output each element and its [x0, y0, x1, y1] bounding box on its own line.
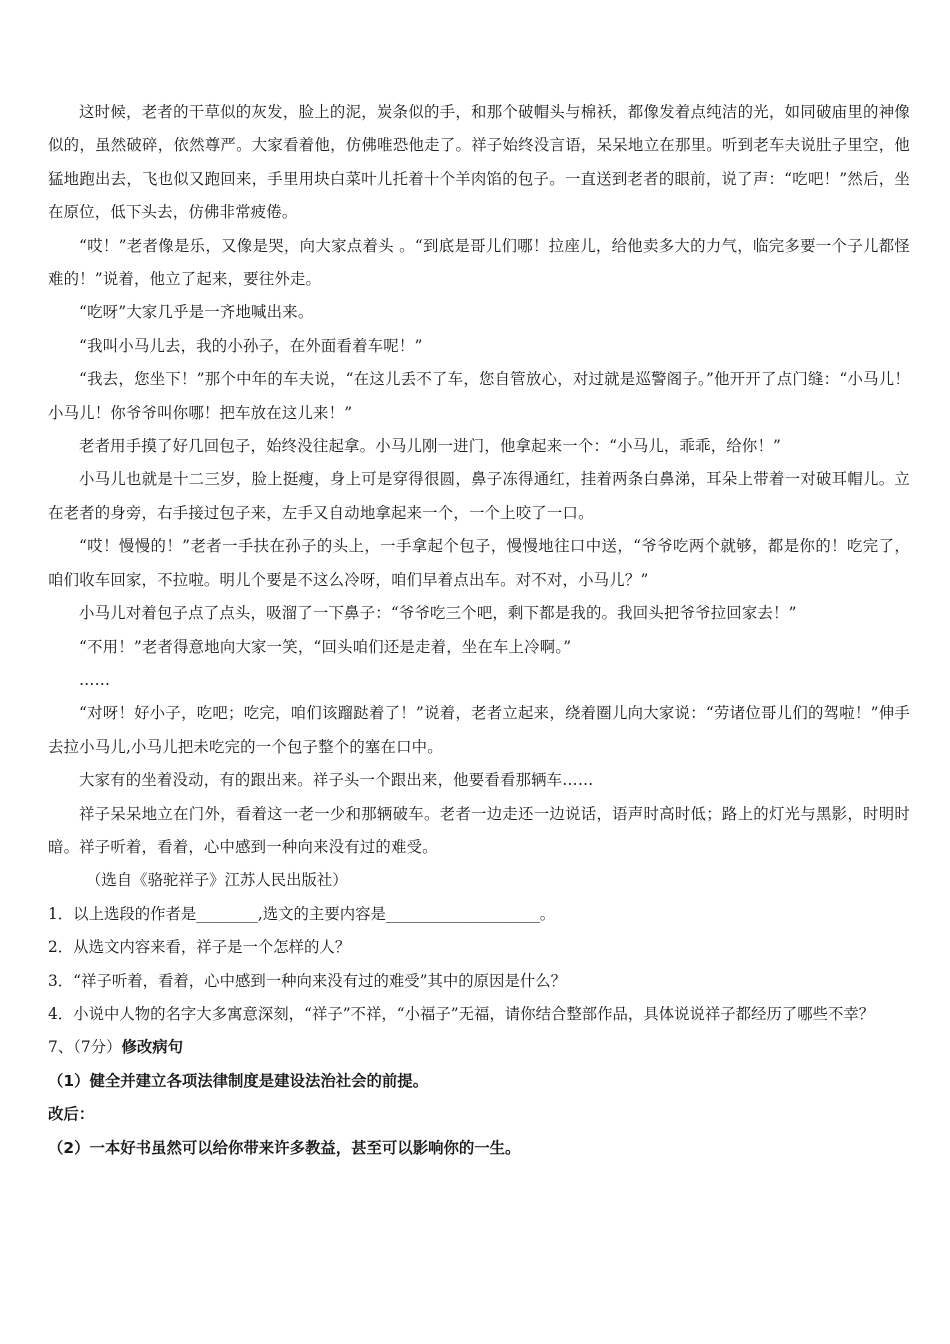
question-4: 4．小说中人物的名字大多寓意深刻，“祥子”不祥，“小福子”无福，请你结合整部作品，具体说说祥子都经历了哪些不幸？ [48, 1004, 875, 1023]
section-7-item-1: （1）健全并建立各项法律制度是建设法治社会的前提。 [48, 1071, 429, 1090]
question-2: 2．从选文内容来看，祥子是一个怎样的人？ [48, 938, 351, 957]
passage-paragraph-8: “哎！慢慢的！”老者一手扶在孙子的头上，一手拿起个包子，慢慢地往口中送，“爷爷吃两个就够，都是你的！吃完了，咱们收车回家，不拉啦。明儿个要是不这么冷呀，咱们早着点出车。对不对，小马儿？” [48, 537, 910, 589]
passage-paragraph-5: “我去，您坐下！”那个中年的车夫说，“在这儿丢不了车，您自管放心，对过就是巡警阁子。”他开开了点门缝：“小马儿！小马儿！你爷爷叫你哪！把车放在这儿来！” [48, 370, 910, 422]
passage-paragraph-9: 小马儿对着包子点了点头，吸溜了一下鼻子：“爷爷吃三个吧，剩下都是我的。我回头把爷爷拉回家去！” [79, 604, 797, 623]
passage-paragraph-13: 祥子呆呆地立在门外，看着这一老一少和那辆破车。老者一边走还一边说话，语声时高时低；路上的灯光与黑影，时明时暗。祥子听着，看着，心中感到一种向来没有过的难受。 [48, 804, 910, 856]
passage-paragraph-12: 大家有的坐着没动，有的跟出来。祥子头一个跟出来，他要看看那辆车…… [79, 771, 594, 790]
passage-paragraph-11: “对呀！好小子，吃吧；吃完，咱们该蹓跶着了！”说着，老者立起来，绕着圈儿向大家说：“劳诸位哥儿们的驾啦！”伸手去拉小马儿,小马儿把未吃完的一个包子整个的塞在口中。 [48, 704, 910, 756]
passage-paragraph-10: “不用！”老者得意地向大家一笑，“回头咱们还是走着，坐在车上冷啊。” [79, 637, 572, 656]
section-7-title: 修改病句 [121, 1038, 184, 1057]
passage-paragraph-1: 这时候，老者的干草似的灰发，脸上的泥，炭条似的手，和那个破帽头与棉袄，都像发着点纯洁的光，如同破庙里的神像似的，虽然破碎，依然尊严。大家看着他，仿佛唯恐他走了。祥子始终没言语，呆呆地立在那里。听到老车夫说肚子里空，他猛地跑出去，飞也似又跑回来，手里用块白菜叶儿托着十个羊肉馅的包子。一直送到老者的眼前，说了声：“吃吧！”然后，坐在原位，低下头去，仿佛非常疲倦。 [48, 103, 910, 222]
document-content [48, 96, 910, 1165]
passage-paragraph-3: “吃呀”大家几乎是一齐地喊出来。 [79, 303, 314, 322]
section-7-after-label: 改后： [48, 1105, 95, 1124]
section-7-number: 7、（7分） [48, 1038, 122, 1057]
passage-paragraph-2: “哎！”老者像是乐，又像是哭，向大家点着头 。“到底是哥儿们哪！拉座儿，给他卖多大的力气，临完多要一个子儿都怪难的！”说着，他立了起来，要往外走。 [48, 236, 910, 289]
passage-paragraph-4: “我叫小马儿去，我的小孙子，在外面看着车呢！” [79, 336, 423, 355]
section-7-heading [48, 1031, 910, 1064]
passage-paragraph-7: 小马儿也就是十二三岁，脸上挺瘦，身上可是穿得很圆，鼻子冻得通红，挂着两条白鼻涕，耳朵上带着一对破耳帽儿。立在老者的身旁，右手接过包子来，左手又自动地拿起来一个，一个上咬了一口。 [48, 470, 910, 522]
question-1: 1．以上选段的作者是________,选文的主要内容是____________________。 [48, 904, 556, 923]
passage-ellipsis: …… [79, 670, 111, 689]
passage-source: （选自《骆驼祥子》江苏人民出版社） [86, 871, 348, 890]
section-7-item-2: （2）一本好书虽然可以给你带来许多教益，甚至可以影响你的一生。 [48, 1138, 521, 1157]
passage-paragraph-6: 老者用手摸了好几回包子，始终没往起拿。小马儿刚一进门，他拿起来一个：“小马儿，乖乖，给你！” [79, 437, 782, 456]
question-3: 3．“祥子听着，看着，心中感到一种向来没有过的难受”其中的原因是什么？ [48, 971, 567, 990]
